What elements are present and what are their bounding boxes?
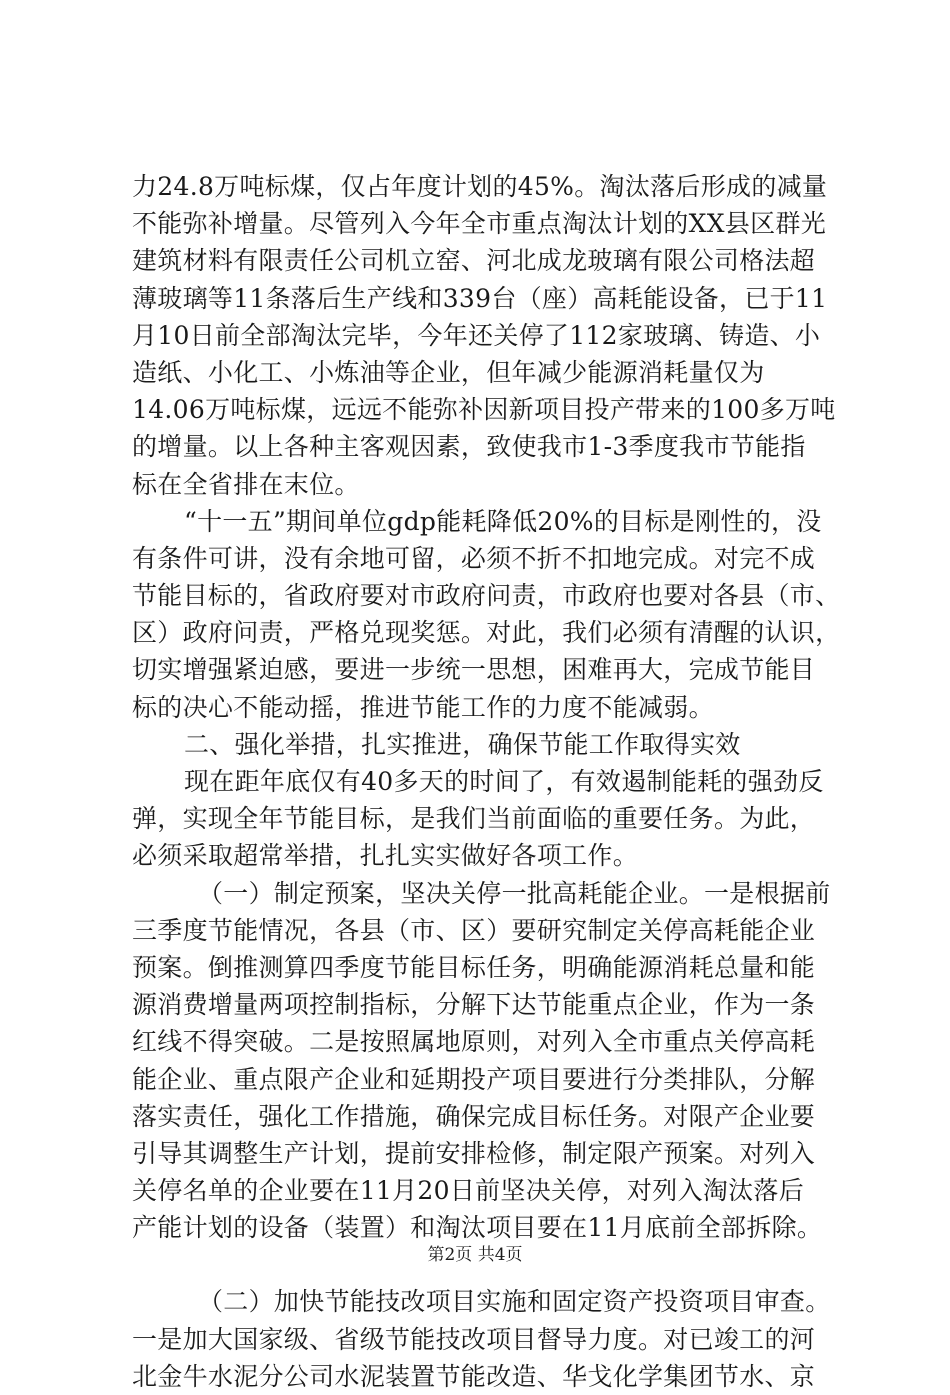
text-line: 力24.8万吨标煤，仅占年度计划的45%。淘汰落后形成的减量 (132, 172, 828, 201)
body-text (132, 168, 841, 1395)
text-line: 预案。倒推测算四季度节能目标任务，明确能源消耗总量和能 (132, 952, 816, 982)
text-line: 建筑材料有限责任公司机立窑、河北成龙玻璃有限公司格法超 (132, 246, 816, 276)
text-line: 关停名单的企业要在11月20日前坚决关停，对列入淘汰落后 (132, 1176, 805, 1206)
text-line: 必须采取超常举措，扎扎实实做好各项工作。 (132, 841, 639, 871)
text-line: 月10日前全部淘汰完毕，今年还关停了112家玻璃、铸造、小 (132, 320, 821, 350)
page-number-footer: 第2页 共4页 (427, 1245, 523, 1265)
text-line: 14.06万吨标煤，远远不能弥补因新项目投产带来的100多万吨 (132, 395, 836, 425)
text-line: 薄玻璃等11条落后生产线和339台（座）高耗能设备，已于11 (132, 283, 828, 313)
text-line: 造纸、小化工、小炼油等企业，但年减少能源消耗量仅为 (132, 357, 765, 387)
section-heading: 二、强化举措，扎实推进，确保节能工作取得实效 (184, 729, 741, 759)
text-line: 三季度节能情况，各县（市、区）要研究制定关停高耗能企业 (132, 915, 816, 945)
text-line: 一是加大国家级、省级节能技改项目督导力度。对已竣工的河 (132, 1324, 816, 1354)
text-line: 能企业、重点限产企业和延期投产项目要进行分类排队，分解 (132, 1064, 816, 1094)
text-line: 产能计划的设备（装置）和淘汰项目要在11月底前全部拆除。 (132, 1213, 823, 1243)
text-line: 的增量。以上各种主客观因素，致使我市1-3季度我市节能指 (132, 432, 806, 462)
text-line: 不能弥补增量。尽管列入今年全市重点淘汰计划的XX县区群光 (132, 209, 826, 239)
text-line: 标在全省排在末位。 (132, 469, 360, 499)
text-line: 引导其调整生产计划，提前安排检修，制定限产预案。对列入 (132, 1138, 816, 1168)
text-line: 节能目标的，省政府要对市政府问责，市政府也要对各县（市、 (132, 581, 841, 611)
text-line: 标的决心不能动摇，推进节能工作的力度不能减弱。 (132, 692, 714, 722)
text-line: 红线不得突破。二是按照属地原则，对列入全市重点关停高耗 (132, 1027, 816, 1057)
paragraph-start-line: “十一五”期间单位gdp能耗降低20%的目标是刚性的，没 (184, 506, 822, 536)
text-line: 有条件可讲，没有余地可留，必须不折不扣地完成。对完不成 (132, 543, 816, 573)
text-line: 源消费增量两项控制指标，分解下达节能重点企业，作为一条 (132, 990, 816, 1020)
subsection-start-line: （一）制定预案，坚决关停一批高耗能企业。一是根据前 (198, 878, 831, 908)
paragraph-start-line: 现在距年底仅有40多天的时间了，有效遏制能耗的强劲反 (184, 767, 824, 796)
text-line: 落实责任，强化工作措施，确保完成目标任务。对限产企业要 (132, 1101, 816, 1131)
text-line: 弹，实现全年节能目标，是我们当前面临的重要任务。为此， (132, 804, 816, 834)
subsection-start-line: （二）加快节能技改项目实施和固定资产投资项目审查。 (198, 1287, 831, 1317)
text-line: 北金牛水泥分公司水泥装置节能改造、华戈化学集团节水、京 (132, 1361, 816, 1391)
text-line: 区）政府问责，严格兑现奖惩。对此，我们必须有清醒的认识， (132, 618, 841, 648)
text-line: 切实增强紧迫感，要进一步统一思想，困难再大，完成节能目 (132, 655, 816, 685)
